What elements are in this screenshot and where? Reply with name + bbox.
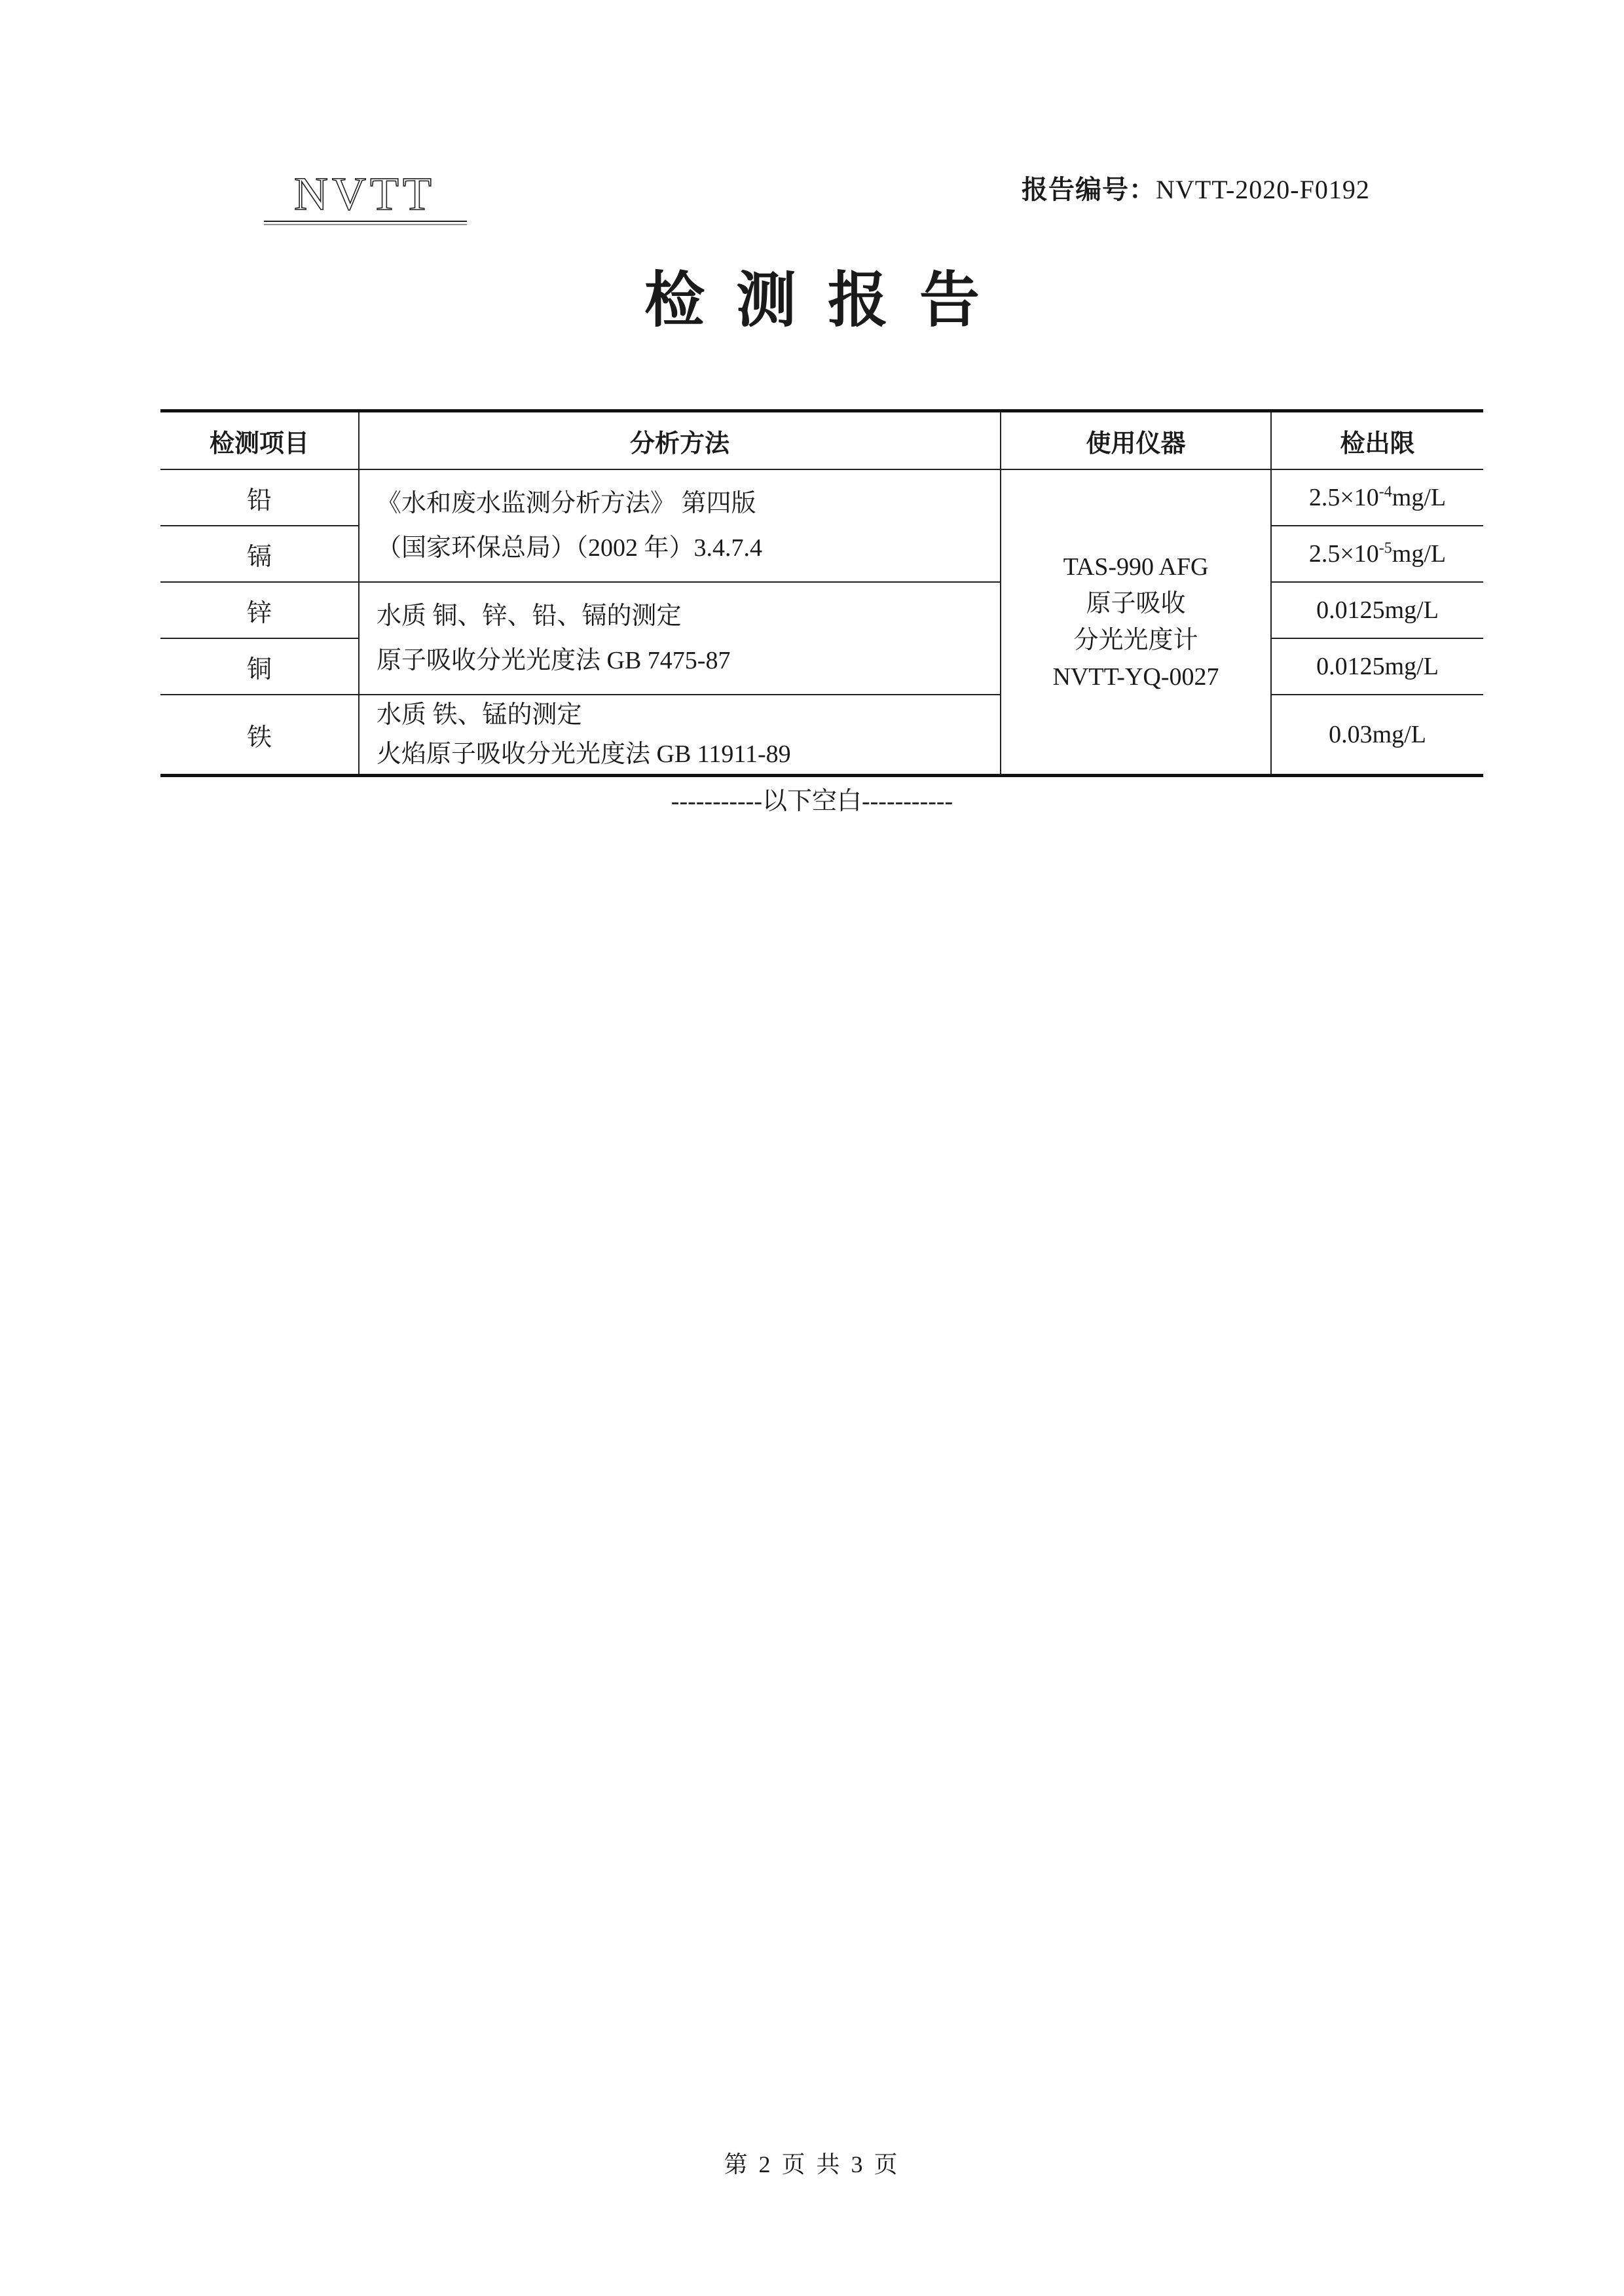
method-line: （国家环保总局）（2002 年）3.4.7.4 bbox=[377, 534, 763, 562]
item-cell: 铜 bbox=[160, 638, 359, 695]
table-header-row bbox=[160, 411, 1483, 470]
report-number-value: NVTT-2020-F0192 bbox=[1156, 175, 1370, 204]
limit-cell: 0.0125mg/L bbox=[1271, 582, 1483, 638]
method-cell bbox=[359, 469, 1001, 582]
report-number-label: 报告编号： bbox=[1022, 175, 1156, 205]
page-number: 第 2 页 共 3 页 bbox=[724, 2151, 900, 2178]
header-method: 分析方法 bbox=[359, 411, 1001, 470]
method-cell bbox=[359, 582, 1001, 695]
method-line: 火焰原子吸收分光光度法 GB 11911-89 bbox=[377, 740, 791, 768]
header-instrument: 使用仪器 bbox=[1001, 411, 1271, 470]
header-limit: 检出限 bbox=[1271, 411, 1483, 470]
blank-note: -----------以下空白----------- bbox=[671, 788, 953, 815]
limit-cell: $2.5\times 10^{-5}mg/L$ bbox=[1271, 526, 1483, 582]
instrument-cell bbox=[1001, 469, 1271, 776]
method-line: 水质 铜、锌、铅、镉的测定 bbox=[377, 602, 682, 630]
test-table bbox=[160, 409, 1483, 777]
table-row bbox=[160, 695, 1483, 776]
item-cell: 铁 bbox=[160, 695, 359, 776]
item-cell: 镉 bbox=[160, 526, 359, 582]
method-line: 原子吸收分光光度法 GB 7475-87 bbox=[377, 647, 731, 674]
table-row bbox=[160, 582, 1483, 638]
method-line: 《水和废水监测分析方法》 第四版 bbox=[377, 490, 756, 517]
limit-cell: $2.5\times 10^{-4}mg/L$ bbox=[1271, 469, 1483, 526]
instrument-type-2: 分光光度计 bbox=[1073, 627, 1198, 654]
table-row bbox=[160, 469, 1483, 526]
instrument-type: 原子吸收 bbox=[1086, 590, 1186, 617]
report-number bbox=[1022, 169, 1370, 206]
logo-text: NVTT bbox=[294, 172, 435, 220]
instrument-model: TAS-990 AFG bbox=[1063, 553, 1209, 581]
nvtt-logo-icon bbox=[259, 172, 471, 230]
page-title: 检测报告 bbox=[644, 265, 1011, 335]
item-cell: 锌 bbox=[160, 582, 359, 638]
limit-cell: 0.0125mg/L bbox=[1271, 638, 1483, 695]
instrument-id: NVTT-YQ-0027 bbox=[1052, 663, 1219, 691]
company-logo bbox=[259, 172, 471, 230]
header-item: 检测项目 bbox=[160, 411, 359, 470]
method-cell bbox=[359, 695, 1001, 776]
limit-cell: 0.03mg/L bbox=[1271, 695, 1483, 776]
method-line: 水质 铁、锰的测定 bbox=[377, 701, 582, 729]
item-cell: 铅 bbox=[160, 469, 359, 526]
